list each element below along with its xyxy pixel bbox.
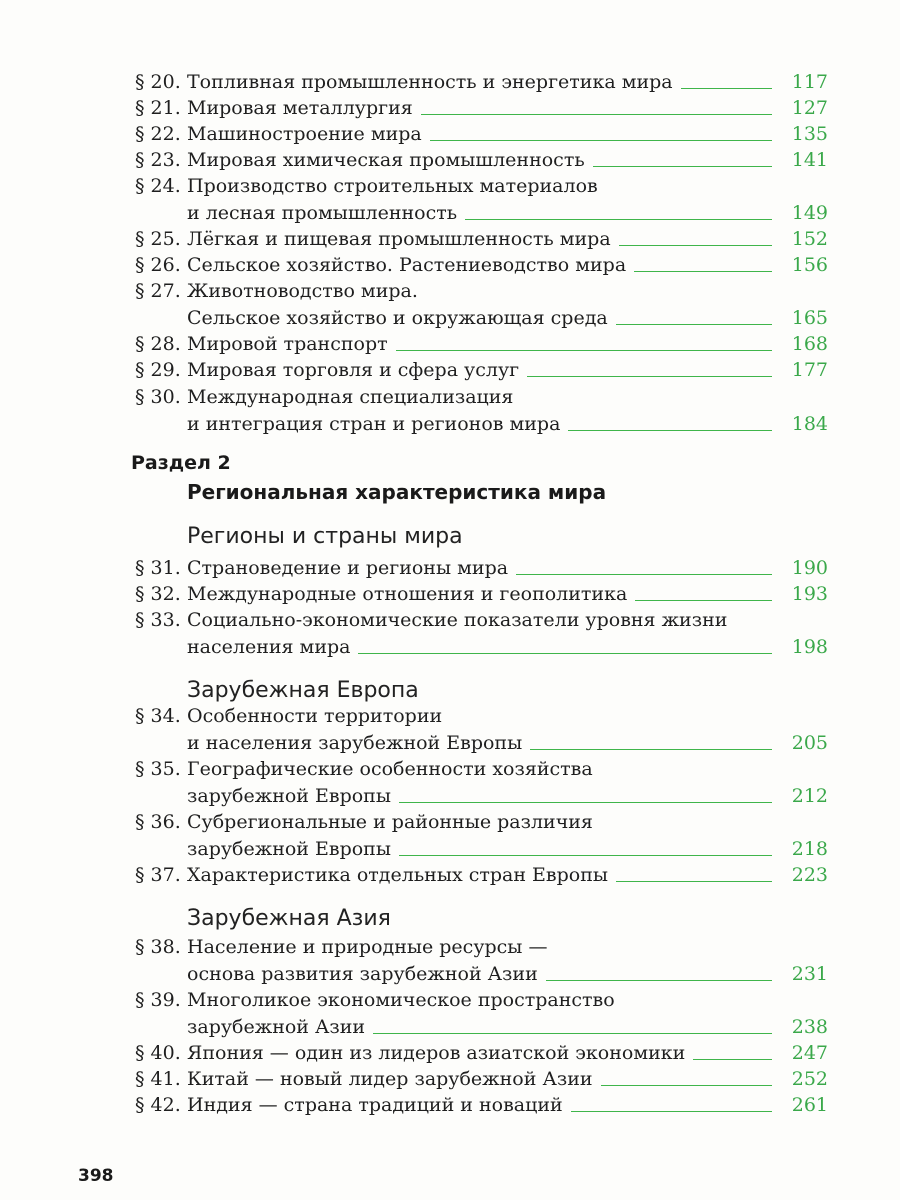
entry-number: § 41. xyxy=(135,1068,181,1090)
dot-leader xyxy=(396,350,772,351)
entry-title-line: основа развития зарубежной Азии xyxy=(187,962,538,985)
entry-number: § 39. xyxy=(135,989,181,1011)
dot-leader xyxy=(546,980,772,981)
entry-title-line: Мировая торговля и сфера услуг xyxy=(187,359,520,381)
entry-title-line: Мировой транспорт xyxy=(187,333,388,355)
entry-number: § 28. xyxy=(135,333,181,355)
entry-page-number: 190 xyxy=(791,557,828,579)
entry-title-line: Международная специализация xyxy=(187,386,514,408)
entry-title-line: и населения зарубежной Европы xyxy=(187,731,523,754)
entry-number: § 27. xyxy=(135,280,181,302)
dot-leader xyxy=(619,245,772,246)
dot-leader xyxy=(593,166,772,167)
section-label: Раздел 2 xyxy=(131,452,231,474)
entry-number: § 26. xyxy=(135,254,181,276)
entry-title-line: Лёгкая и пищевая промышленность мира xyxy=(187,228,611,250)
entry-page-number: 165 xyxy=(791,306,828,329)
entry-page-number: 205 xyxy=(791,731,828,754)
entry-number: § 20. xyxy=(135,71,181,93)
entry-page-number: 156 xyxy=(791,254,828,276)
entry-title-line: Производство строительных материалов xyxy=(187,175,598,197)
entry-number: § 23. xyxy=(135,149,181,171)
entry-title-line: Китай — новый лидер зарубежной Азии xyxy=(187,1068,593,1090)
dot-leader xyxy=(530,749,772,750)
entry-number: § 29. xyxy=(135,359,181,381)
dot-leader xyxy=(568,430,772,431)
dot-leader xyxy=(635,600,772,601)
subheading-europe: Зарубежная Европа xyxy=(187,678,419,703)
entry-title-line: Животноводство мира. xyxy=(187,280,418,302)
entry-title-line: зарубежной Европы xyxy=(187,784,391,807)
entry-number: § 22. xyxy=(135,123,181,145)
entry-number: § 33. xyxy=(135,609,181,631)
entry-number: § 35. xyxy=(135,758,181,780)
entry-number: § 24. xyxy=(135,175,181,197)
entry-page-number: 247 xyxy=(791,1042,828,1064)
entry-number: § 34. xyxy=(135,705,181,727)
entry-number: § 40. xyxy=(135,1042,181,1064)
dot-leader xyxy=(516,574,772,575)
entry-page-number: 141 xyxy=(791,149,828,171)
dot-leader xyxy=(465,219,772,220)
entry-page-number: 218 xyxy=(791,837,828,860)
dot-leader xyxy=(571,1111,772,1112)
entry-number: § 37. xyxy=(135,864,181,886)
entry-page-number: 193 xyxy=(791,583,828,605)
entry-title-line: Социально-экономические показатели уровня жизни xyxy=(187,609,728,631)
entry-title-line: Индия — страна традиций и новаций xyxy=(187,1094,563,1116)
entry-title-line: Многоликое экономическое пространство xyxy=(187,989,615,1011)
entry-page-number: 238 xyxy=(791,1015,828,1038)
entry-title-line: Международные отношения и геополитика xyxy=(187,583,628,605)
entry-number: § 21. xyxy=(135,97,181,119)
entry-number: § 38. xyxy=(135,936,181,958)
section-title: Региональная характеристика мира xyxy=(187,480,607,504)
entry-title-line: Страноведение и регионы мира xyxy=(187,557,509,579)
entry-number: § 31. xyxy=(135,557,181,579)
entry-page-number: 261 xyxy=(791,1094,828,1116)
entry-title-line: Сельское хозяйство и окружающая среда xyxy=(187,306,608,329)
entry-title-line: Мировая химическая промышленность xyxy=(187,149,585,171)
entry-page-number: 127 xyxy=(791,97,828,119)
entry-page-number: 177 xyxy=(791,359,828,381)
dot-leader xyxy=(616,324,772,325)
entry-page-number: 212 xyxy=(791,784,828,807)
dot-leader xyxy=(634,271,772,272)
subheading-regions: Регионы и страны мира xyxy=(187,524,463,549)
entry-title-line: зарубежной Азии xyxy=(187,1015,366,1038)
entry-title-line: Япония — один из лидеров азиатской экономики xyxy=(187,1042,686,1064)
dot-leader xyxy=(399,802,772,803)
entry-page-number: 223 xyxy=(791,864,828,886)
dot-leader xyxy=(373,1033,772,1034)
entry-title-line: зарубежной Европы xyxy=(187,837,391,860)
entry-title-line: Мировая металлургия xyxy=(187,97,413,119)
entry-title-line: Субрегиональные и районные различия xyxy=(187,811,593,833)
dot-leader xyxy=(430,140,772,141)
entry-page-number: 135 xyxy=(791,123,828,145)
entry-title-line: Население и природные ресурсы — xyxy=(187,936,548,958)
entry-number: § 36. xyxy=(135,811,181,833)
entry-page-number: 149 xyxy=(791,201,828,224)
entry-title-line: и лесная промышленность xyxy=(187,201,458,224)
entry-page-number: 198 xyxy=(791,635,828,658)
entry-page-number: 117 xyxy=(791,71,828,93)
dot-leader xyxy=(527,376,772,377)
entry-title-line: Сельское хозяйство. Растениеводство мира xyxy=(187,254,627,276)
entry-number: § 30. xyxy=(135,386,181,408)
dot-leader xyxy=(421,114,772,115)
entry-number: § 42. xyxy=(135,1094,181,1116)
entry-title-line: Характеристика отдельных стран Европы xyxy=(187,864,609,886)
entry-page-number: 231 xyxy=(791,962,828,985)
entry-number: § 32. xyxy=(135,583,181,605)
entry-page-number: 168 xyxy=(791,333,828,355)
entry-title-line: Географические особенности хозяйства xyxy=(187,758,593,780)
entry-page-number: 152 xyxy=(791,228,828,250)
dot-leader xyxy=(399,855,772,856)
entry-title-line: населения мира xyxy=(187,635,351,658)
dot-leader xyxy=(616,881,772,882)
entry-title-line: Особенности территории xyxy=(187,705,443,727)
entry-title-line: Топливная промышленность и энергетика мира xyxy=(187,71,673,93)
entry-title-line: и интеграция стран и регионов мира xyxy=(187,412,561,435)
dot-leader xyxy=(358,653,772,654)
entry-title-line: Машиностроение мира xyxy=(187,123,422,145)
entry-page-number: 252 xyxy=(791,1068,828,1090)
entry-page-number: 184 xyxy=(791,412,828,435)
subheading-asia: Зарубежная Азия xyxy=(187,906,391,931)
dot-leader xyxy=(601,1085,772,1086)
page-folio: 398 xyxy=(78,1166,114,1186)
entry-number: § 25. xyxy=(135,228,181,250)
